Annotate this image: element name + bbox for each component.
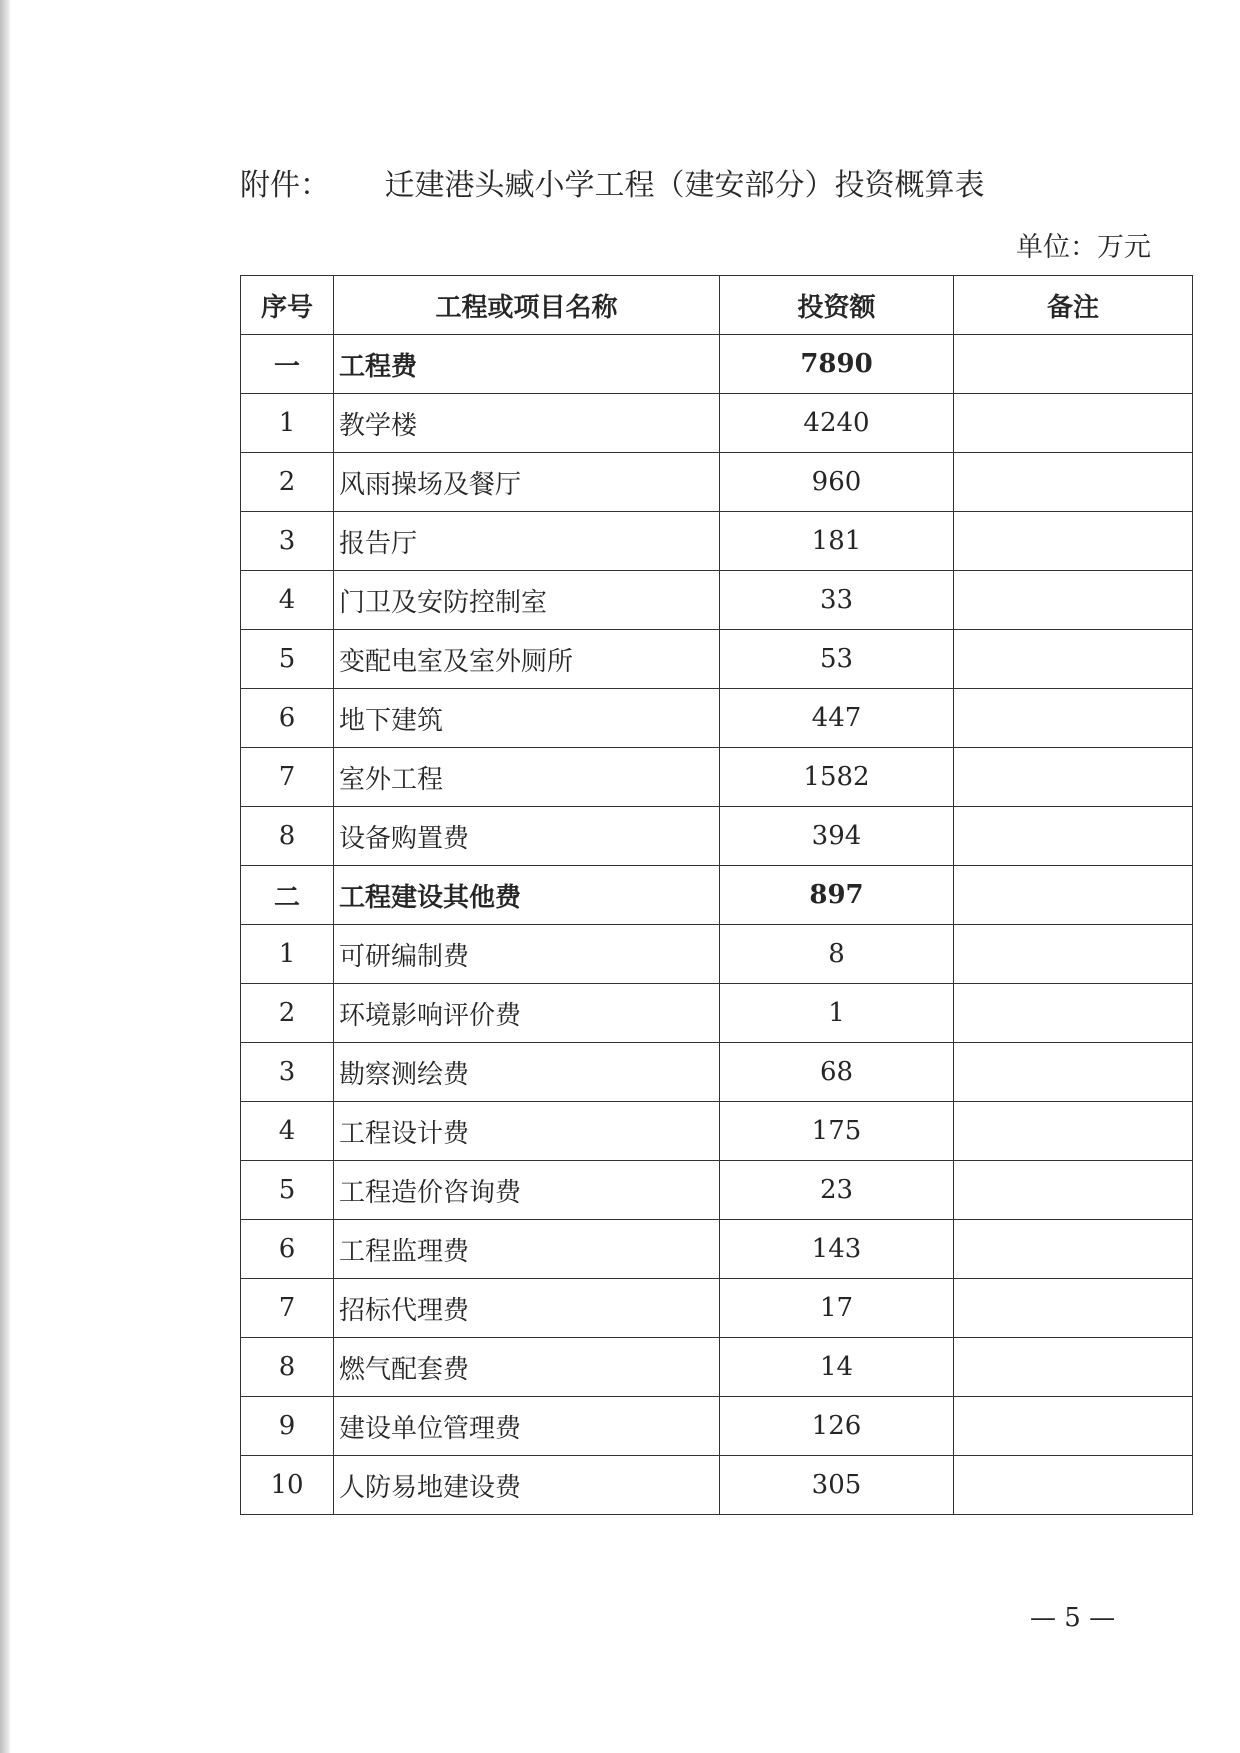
row-name-cell: 工程造价咨询费	[334, 1161, 720, 1220]
row-name-cell: 风雨操场及餐厅	[334, 453, 720, 512]
row-note-cell	[954, 1456, 1193, 1515]
row-note-cell	[954, 689, 1193, 748]
row-name-cell: 工程设计费	[334, 1102, 720, 1161]
row-seq-cell: 5	[241, 1161, 334, 1220]
row-seq-cell: 3	[241, 1043, 334, 1102]
table-row	[241, 1279, 1193, 1338]
row-seq-cell: 2	[241, 984, 334, 1043]
table-row	[241, 630, 1193, 689]
table-header-row	[241, 276, 1193, 335]
row-note-cell	[954, 748, 1193, 807]
row-amount-cell: 447	[720, 689, 954, 748]
row-seq-cell: 2	[241, 453, 334, 512]
table-row	[241, 1338, 1193, 1397]
row-note-cell	[954, 512, 1193, 571]
row-name-cell: 地下建筑	[334, 689, 720, 748]
table-row	[241, 1456, 1193, 1515]
row-amount-cell: 4240	[720, 394, 954, 453]
row-amount-cell: 960	[720, 453, 954, 512]
row-amount-cell: 17	[720, 1279, 954, 1338]
row-amount-cell: 14	[720, 1338, 954, 1397]
row-note-cell	[954, 984, 1193, 1043]
row-note-cell	[954, 630, 1193, 689]
row-amount-cell: 8	[720, 925, 954, 984]
row-name-cell: 工程建设其他费	[334, 866, 720, 925]
row-note-cell	[954, 571, 1193, 630]
table-row	[241, 1043, 1193, 1102]
row-seq-cell: 7	[241, 748, 334, 807]
table-row	[241, 335, 1193, 394]
row-seq-cell: 4	[241, 1102, 334, 1161]
row-seq-cell: 1	[241, 925, 334, 984]
row-name-cell: 教学楼	[334, 394, 720, 453]
row-note-cell	[954, 925, 1193, 984]
row-name-cell: 环境影响评价费	[334, 984, 720, 1043]
document-title	[240, 160, 985, 204]
row-note-cell	[954, 394, 1193, 453]
row-name-cell: 人防易地建设费	[334, 1456, 720, 1515]
row-amount-cell: 394	[720, 807, 954, 866]
row-name-cell: 燃气配套费	[334, 1338, 720, 1397]
row-seq-cell: 3	[241, 512, 334, 571]
header-amount: 投资额	[720, 276, 954, 335]
row-seq-cell: 8	[241, 807, 334, 866]
table-row	[241, 571, 1193, 630]
row-seq-cell: 一	[241, 335, 334, 394]
header-seq: 序号	[241, 276, 334, 335]
row-seq-cell: 8	[241, 1338, 334, 1397]
table-row	[241, 1397, 1193, 1456]
table-row	[241, 394, 1193, 453]
page-number: — 5 —	[1030, 1603, 1116, 1633]
row-name-cell: 招标代理费	[334, 1279, 720, 1338]
row-note-cell	[954, 1397, 1193, 1456]
row-name-cell: 室外工程	[334, 748, 720, 807]
row-seq-cell: 10	[241, 1456, 334, 1515]
row-seq-cell: 二	[241, 866, 334, 925]
row-amount-cell: 305	[720, 1456, 954, 1515]
row-seq-cell: 9	[241, 1397, 334, 1456]
unit-label: 单位：万元	[1016, 232, 1151, 263]
table-row	[241, 807, 1193, 866]
table-row	[241, 1220, 1193, 1279]
row-seq-cell: 7	[241, 1279, 334, 1338]
table-row	[241, 866, 1193, 925]
row-note-cell	[954, 1161, 1193, 1220]
row-amount-cell: 68	[720, 1043, 954, 1102]
table-body	[241, 335, 1193, 1515]
row-note-cell	[954, 807, 1193, 866]
row-amount-cell: 175	[720, 1102, 954, 1161]
row-amount-cell: 181	[720, 512, 954, 571]
row-amount-cell: 1	[720, 984, 954, 1043]
row-seq-cell: 1	[241, 394, 334, 453]
row-amount-cell: 897	[720, 866, 954, 925]
header-name: 工程或项目名称	[334, 276, 720, 335]
row-note-cell	[954, 453, 1193, 512]
table-row	[241, 1102, 1193, 1161]
row-name-cell: 勘察测绘费	[334, 1043, 720, 1102]
scan-edge	[0, 0, 10, 1753]
table-row	[241, 689, 1193, 748]
row-name-cell: 建设单位管理费	[334, 1397, 720, 1456]
row-amount-cell: 126	[720, 1397, 954, 1456]
row-note-cell	[954, 866, 1193, 925]
row-note-cell	[954, 1043, 1193, 1102]
attachment-label: 附件：	[240, 168, 330, 203]
row-name-cell: 变配电室及室外厕所	[334, 630, 720, 689]
row-note-cell	[954, 1279, 1193, 1338]
row-amount-cell: 7890	[720, 335, 954, 394]
row-seq-cell: 4	[241, 571, 334, 630]
row-amount-cell: 53	[720, 630, 954, 689]
row-amount-cell: 33	[720, 571, 954, 630]
row-name-cell: 工程监理费	[334, 1220, 720, 1279]
header-note: 备注	[954, 276, 1193, 335]
row-name-cell: 工程费	[334, 335, 720, 394]
row-amount-cell: 143	[720, 1220, 954, 1279]
title-text: 迁建港头臧小学工程（建安部分）投资概算表	[384, 168, 985, 203]
table-row	[241, 748, 1193, 807]
row-seq-cell: 6	[241, 1220, 334, 1279]
row-amount-cell: 1582	[720, 748, 954, 807]
row-name-cell: 设备购置费	[334, 807, 720, 866]
table-row	[241, 512, 1193, 571]
row-name-cell: 可研编制费	[334, 925, 720, 984]
row-note-cell	[954, 335, 1193, 394]
row-amount-cell: 23	[720, 1161, 954, 1220]
row-seq-cell: 5	[241, 630, 334, 689]
row-name-cell: 报告厅	[334, 512, 720, 571]
row-seq-cell: 6	[241, 689, 334, 748]
table-row	[241, 453, 1193, 512]
table-row	[241, 1161, 1193, 1220]
table-row	[241, 925, 1193, 984]
row-name-cell: 门卫及安防控制室	[334, 571, 720, 630]
investment-budget-table	[240, 275, 1193, 1515]
table-row	[241, 984, 1193, 1043]
row-note-cell	[954, 1220, 1193, 1279]
row-note-cell	[954, 1102, 1193, 1161]
row-note-cell	[954, 1338, 1193, 1397]
